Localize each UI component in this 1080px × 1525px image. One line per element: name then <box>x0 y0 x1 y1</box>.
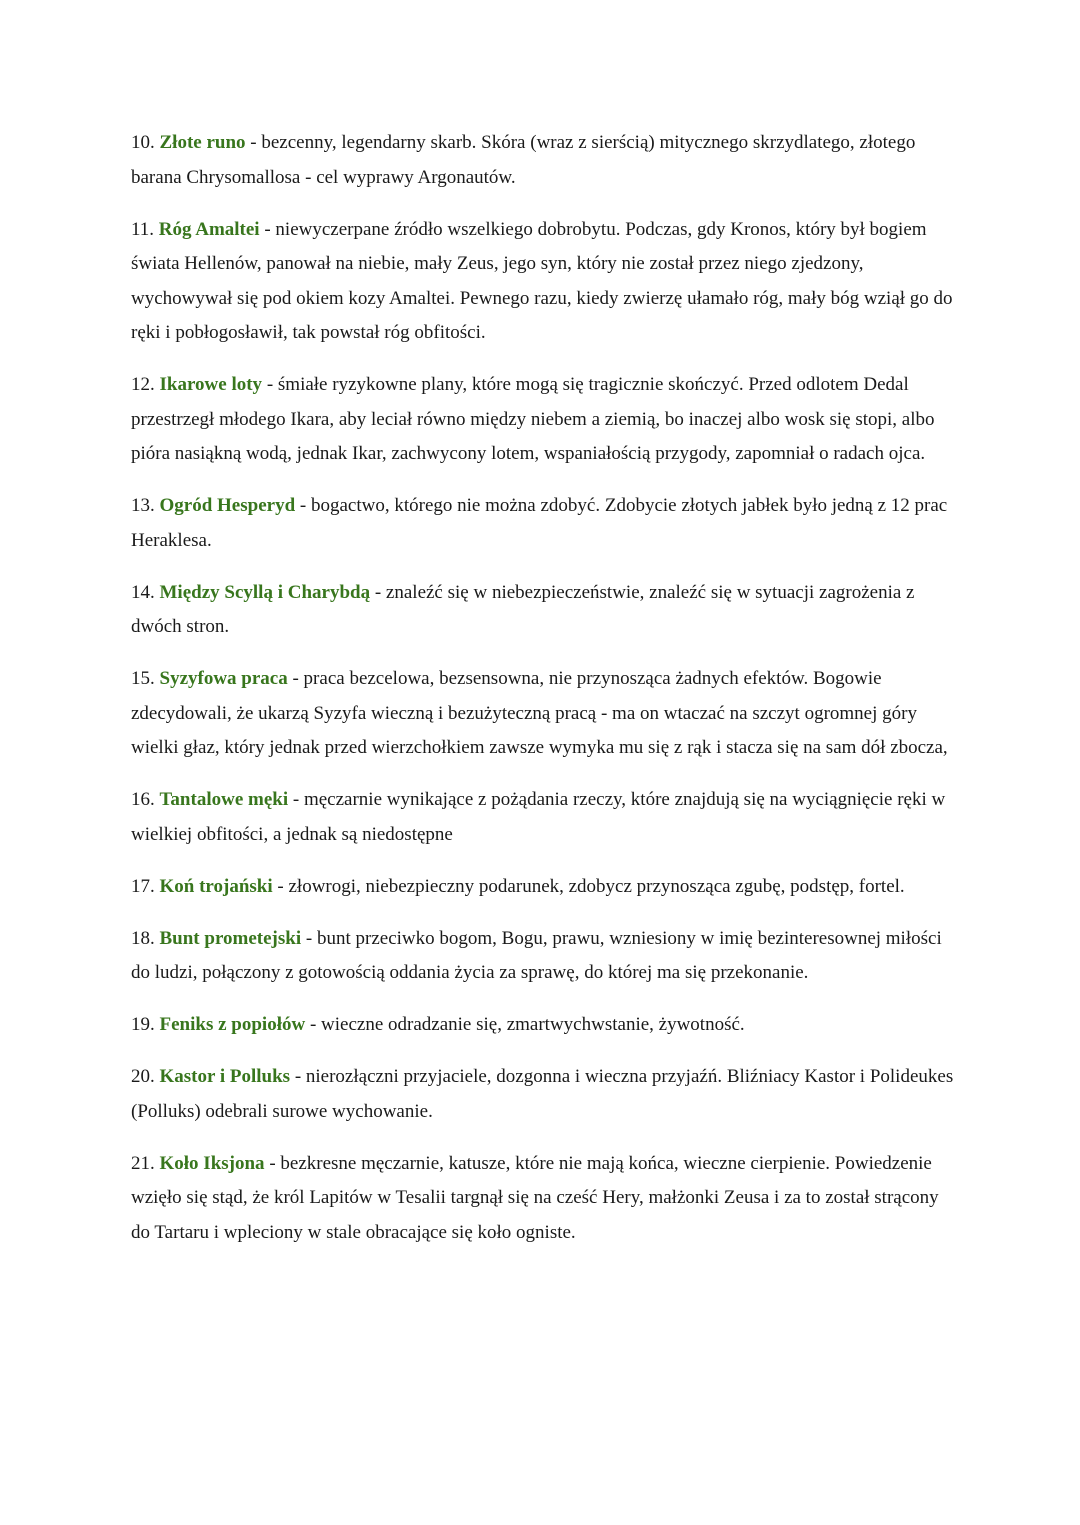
list-item <box>131 213 961 351</box>
item-term: Róg Amaltei <box>158 218 260 240</box>
item-definition: - męczarnie wynikające z pożądania rzeczy, które znajdują się na wyciągnięcie ręki w wielkiej obfitości, a jednak są niedostępne <box>131 789 946 845</box>
item-definition: - nierozłączni przyjaciele, dozgonna i wieczna przyjaźń. Bliźniacy Kastor i Polideukes (Polluks) odebrali surowe wychowanie. <box>131 1066 954 1122</box>
item-definition: - bunt przeciwko bogom, Bogu, prawu, wzniesiony w imię bezinteresownej miłości do ludzi, połączony z gotowością oddania życia za sprawę, do której ma się przekonanie. <box>131 927 942 983</box>
item-number: 20. <box>131 1066 155 1087</box>
item-term: Feniks z popiołów <box>159 1014 306 1035</box>
item-number: 10. <box>131 132 155 153</box>
list-item <box>131 1060 961 1129</box>
item-number: 12. <box>131 374 155 395</box>
item-term: Między Scyllą i Charybdą <box>159 581 371 603</box>
list-item <box>131 126 961 195</box>
list-item <box>131 783 961 852</box>
item-number: 19. <box>131 1014 155 1035</box>
item-number: 13. <box>131 495 155 516</box>
document-page <box>131 126 961 1268</box>
item-number: 15. <box>131 668 155 689</box>
item-definition: - bogactwo, którego nie można zdobyć. Zdobycie złotych jabłek było jedną z 12 prac Heraklesa. <box>131 495 948 551</box>
item-number: 14. <box>131 581 155 603</box>
item-definition: - bezkresne męczarnie, katusze, które nie mają końca, wieczne cierpienie. Powiedzenie wzięło się stąd, że król Lapitów w Tesalii targnął się na cześć Hery, małżonki Zeusa i za to został strącony do Tartaru i wpleciony w stale obracające się koło ogniste. <box>131 1152 939 1243</box>
item-term: Ogród Hesperyd <box>159 495 296 516</box>
list-item <box>131 368 961 472</box>
list-item <box>131 1008 961 1043</box>
item-number: 18. <box>131 927 155 949</box>
item-term: Bunt prometejski <box>159 927 302 949</box>
item-term: Złote runo <box>159 132 246 153</box>
list-item <box>131 662 961 766</box>
list-item <box>131 922 961 991</box>
item-term: Syzyfowa praca <box>159 668 288 689</box>
item-definition: - złowrogi, niebezpieczny podarunek, zdobycz przynosząca zgubę, podstęp, fortel. <box>272 875 905 897</box>
item-term: Koło Iksjona <box>159 1152 265 1174</box>
item-number: 16. <box>131 789 155 810</box>
list-item <box>131 870 961 905</box>
item-term: Ikarowe loty <box>159 374 263 395</box>
item-term: Kastor i Polluks <box>159 1066 291 1087</box>
item-definition: - praca bezcelowa, bezsensowna, nie przynosząca żadnych efektów. Bogowie zdecydowali, że ukarzą Syzyfa wieczną i bezużyteczną pracą - ma on wtaczać na szczyt ogromnej góry wielki głaz, który jednak przed wierzchołkiem zawsze wymyka mu się z rąk i stacza się na sam dół zbocza, <box>131 668 948 758</box>
list-item <box>131 576 961 645</box>
item-number: 17. <box>131 875 155 897</box>
item-term: Koń trojański <box>159 875 273 897</box>
item-number: 11. <box>131 218 155 240</box>
item-definition: - śmiałe ryzykowne plany, które mogą się tragicznie skończyć. Przed odlotem Dedal przestrzegł młodego Ikara, aby leciał równo między niebem a ziemią, bo inaczej albo wosk się stopi, albo pióra nasiąkną wodą, jednak Ikar, zachwycony lotem, wspaniałością przygody, zapomniał o radach ojca. <box>131 374 935 464</box>
item-number: 21. <box>131 1152 155 1174</box>
item-definition: - wieczne odradzanie się, zmartwychwstanie, żywotność. <box>305 1014 745 1035</box>
item-definition: - znaleźć się w niebezpieczeństwie, znaleźć się w sytuacji zagrożenia z dwóch stron. <box>131 581 915 637</box>
list-item <box>131 489 961 558</box>
item-definition: - bezcenny, legendarny skarb. Skóra (wraz z sierścią) mitycznego skrzydlatego, złotego barana Chrysomallosa - cel wyprawy Argonautów. <box>131 132 916 188</box>
item-term: Tantalowe męki <box>159 789 289 810</box>
list-item <box>131 1147 961 1251</box>
item-definition: - niewyczerpane źródło wszelkiego dobrobytu. Podczas, gdy Kronos, który był bogiem świata Hellenów, panował na niebie, mały Zeus, jego syn, który nie został przez niego zjedzony, wychowywał się pod okiem kozy Amaltei. Pewnego razu, kiedy zwierzę ułamało róg, mały bóg wziął go do ręki i pobłogosławił, tak powstał róg obfitości. <box>131 218 953 343</box>
